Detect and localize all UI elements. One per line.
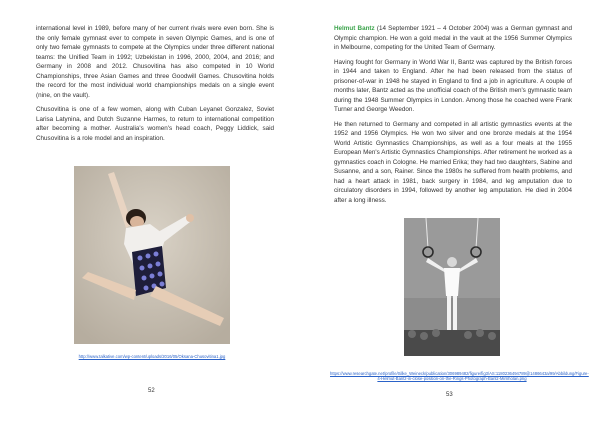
right-text-column (334, 24, 572, 210)
photo-caption-link[interactable]: http://www.talkative.com/wp-content/uploads/2016/05/Oksana-Chusovitina1.jpg (78, 354, 226, 359)
page-number: 52 (148, 388, 155, 394)
paragraph: international level in 1989, before many of her current rivals were even born. She is the only female gymnast ever to compete in seven Olympic Games, and is one of only two female gymnasts to compete at the Olympics under three different national teams: the Unified Team in 1992; Uzbekistan in 1996, 2000, 2004, and 2016; and Germany in 2008 and 2012. Chusovitina has also competed in 10 World Championships, three Asian Games and three Goodwill Games. Chusovitina holds the record for the most individual world championships medals on a single event (nine, on the vault). (36, 25, 274, 99)
left-text-column (36, 24, 274, 148)
paragraph: Chusovitina is one of a few women, along with Cuban Leyanet Gonzalez, Soviet Larisa Latynina, and Dutch Suzanne Harmes, to return to international competition after becoming a mother. Australia's women's head coach, Peggy Liddick, said Chusovitina is a role model and an inspiration. (36, 106, 274, 142)
gymnast-photo (74, 166, 230, 344)
paragraph (334, 24, 572, 53)
paragraph-text: (14 September 1921 – 4 October 2004) was a German gymnast and Olympic champion. He won a gold medal in the vault at the 1956 Summer Olympics in Melbourne, competing for the United Team of Germany. (334, 25, 572, 51)
lead-name: Helmut Bantz (334, 25, 375, 32)
right-page (300, 0, 600, 424)
paragraph: Having fought for Germany in World War II, Bantz was captured by the British forces in 1944 and taken to England. After he had been released from the status of prisoner-of-war in 1948 he stayed in England to find a job in agriculture. A couple of months later, Bantz acted as the unofficial coach of the British men's gymnastic team during the 1948 Summer Olympics in London. Among those he coached were Frank Turner and George Weedon. (334, 58, 572, 113)
paragraph: He then returned to Germany and competed in all artistic gymnastics events at the 1952 and 1956 Olympics. He won two silver and one bronze medals at the 1954 World Artistic Gymnastics Championships, as well as a four meals at the 1955 European Men's Artistic Gymnastics Championships. After retirement he worked as a gymnastics coach in Cologne. He married Erika; they had two daughters, Sabine and Susanne, and a son, Rainer. Since the 1980s he suffered from health problems, and had a heart attack in 1981, back surgery in 1984, and leg amputation due to circulatory disorders in 1994, followed by another leg amputation. He died in 2004 after a long illness. (334, 120, 572, 204)
photo-caption-link[interactable]: https://www.researchgate.net/profile/Silke_Weineck/publication/306989482/figure/fig3/AS:1180236494789@1486643a/99/Abbildung/Figure-4-Helmut-Bantz-in-close-position-on-the-Rings-Photograph-Bantz-Mirnholan.png (330, 371, 589, 382)
page-number: 53 (446, 392, 453, 398)
rings-gymnast-photo (404, 218, 500, 356)
